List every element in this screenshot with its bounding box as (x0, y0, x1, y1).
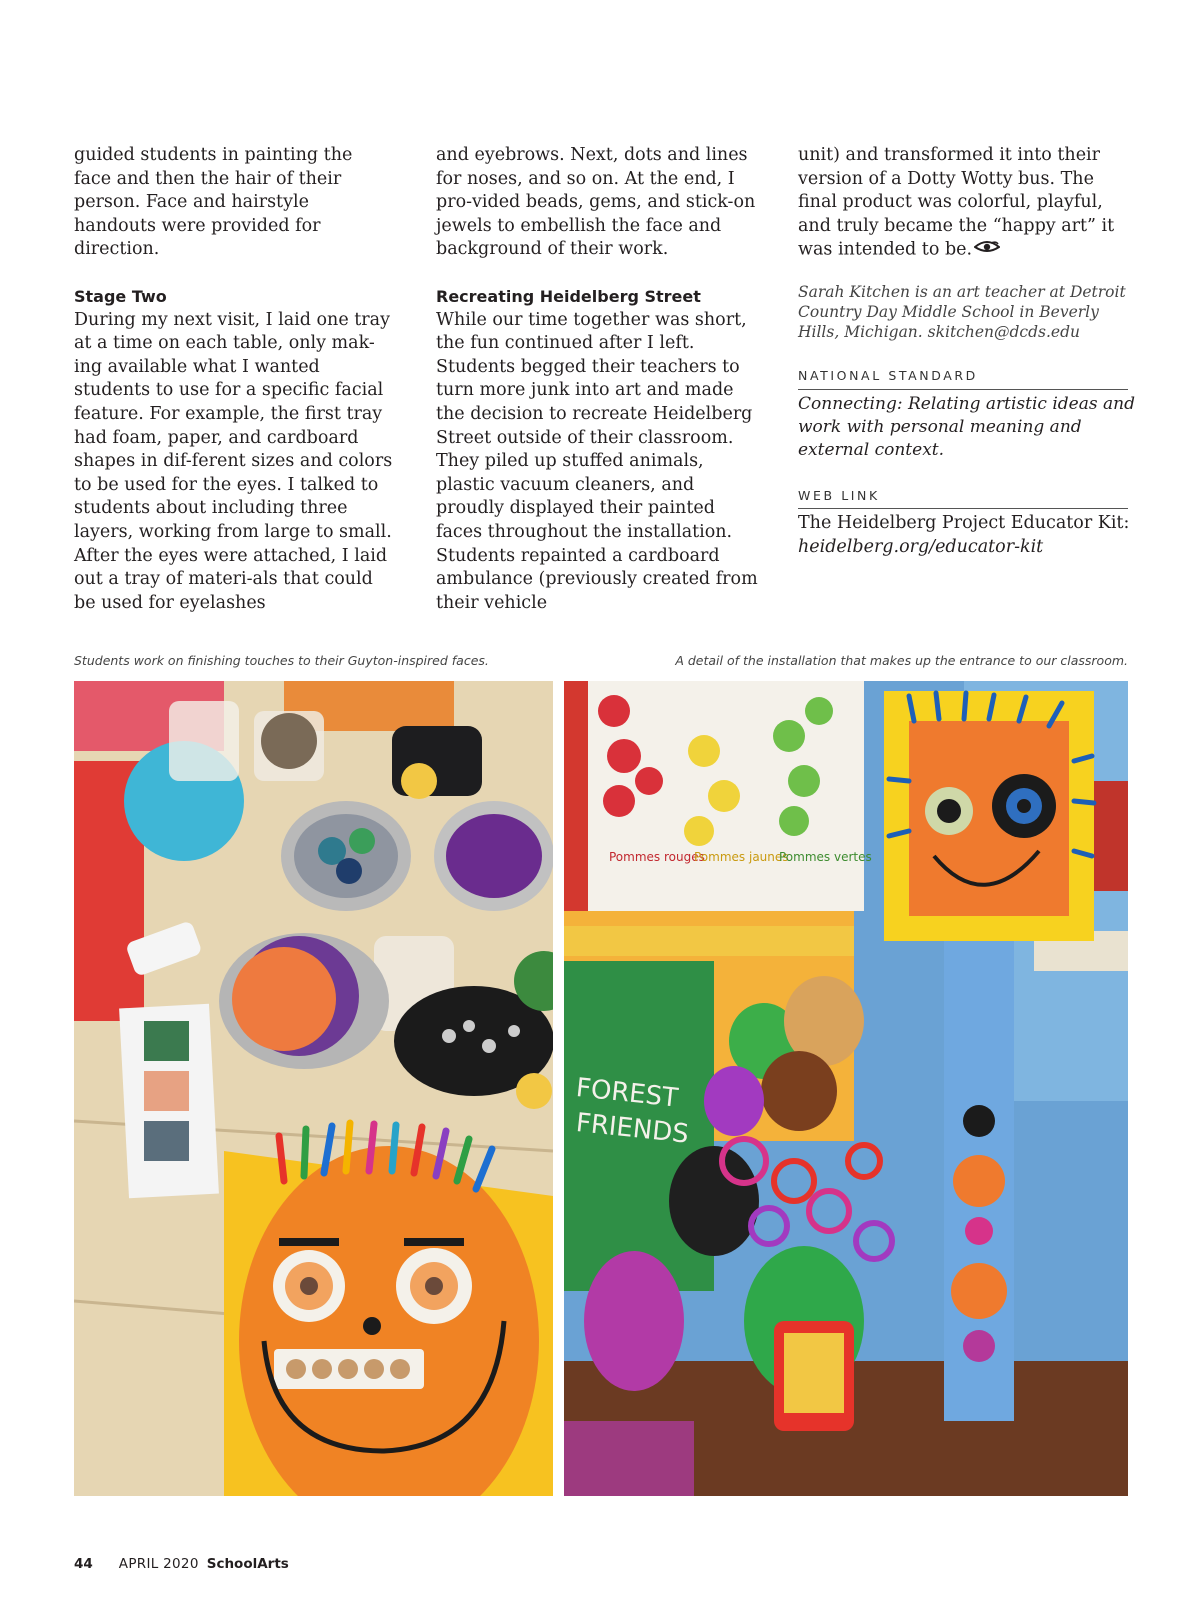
issue-date: APRIL 2020 (118, 1556, 199, 1572)
photo-caption-right: A detail of the installation that makes up the entrance to our classroom. (675, 653, 1128, 668)
forest-label: FOREST (574, 1073, 680, 1114)
paragraph-text: unit) and transformed it into their version of a Dotty Wotty bus. The final product was colorful, playful, and truly became the “happy art” it was intended to be. (798, 145, 1115, 260)
paragraph: While our time together was short, the fun continued after I left. Students begged their teachers to turn more junk into art and made the decision to recreate Heidelberg Street outside of their classroom. They piled up stuffed animals, plastic vacuum cleaners, and proudly displayed their painted faces throughout the installation. Students repainted a cardboard ambulance (previously created from their vehicle (436, 309, 758, 613)
section-heading-heidelberg: Recreating Heidelberg Street (436, 286, 701, 306)
photo-caption-left: Students work on finishing touches to their Guyton-inspired faces. (74, 653, 489, 668)
article-column-3 (798, 144, 1138, 560)
section-heading-stage-two: Stage Two (74, 286, 167, 306)
web-link-url[interactable]: heidelberg.org/educator-kit (798, 537, 1044, 558)
paragraph: guided students in painting the face and then the hair of their person. Face and hairstyle handouts were provided for direction. (74, 145, 353, 260)
page-footer (74, 1556, 289, 1572)
pommes-jaunes-label: Pommes jaunes (694, 850, 789, 864)
photo-students-faces (74, 681, 553, 1496)
magazine-name: SchoolArts (206, 1556, 289, 1572)
web-link-title: The Heidelberg Project Educator Kit: (798, 513, 1130, 534)
end-mark-eye-icon (974, 238, 1000, 262)
page-number: 44 (74, 1556, 93, 1572)
article-column-2 (436, 144, 766, 615)
paragraph: and eyebrows. Next, dots and lines for noses, and so on. At the end, I pro-vided beads, gems, and stick-on jewels to embellish the face and background of their work. (436, 145, 756, 260)
web-link-label: WEB LINK (798, 484, 1128, 510)
national-standard-text: Connecting: Relating artistic ideas and work with personal meaning and external context. (798, 393, 1135, 460)
friends-label: FRIENDS (574, 1108, 691, 1150)
photo-classroom-installation (564, 681, 1128, 1496)
paragraph-end (798, 144, 1138, 262)
author-bio: Sarah Kitchen is an art teacher at Detroit Country Day Middle School in Beverly Hills, Michigan. skitchen@dcds.edu (798, 283, 1126, 342)
paragraph: During my next visit, I laid one tray at a time on each table, only mak-ing available what I wanted students to use for a specific facial feature. For example, the first tray had foam, paper, and cardboard shapes in dif-ferent sizes and colors to be used for the eyes. I talked to students about including three layers, working from large to small. After the eyes were attached, I laid out a tray of materi-als that could be used for eyelashes (74, 309, 393, 613)
pommes-vertes-label: Pommes vertes (779, 850, 872, 864)
national-standard-label: NATIONAL STANDARD (798, 364, 1128, 390)
pommes-rouges-label: Pommes rouges (609, 850, 705, 864)
article-column-1 (74, 144, 394, 615)
